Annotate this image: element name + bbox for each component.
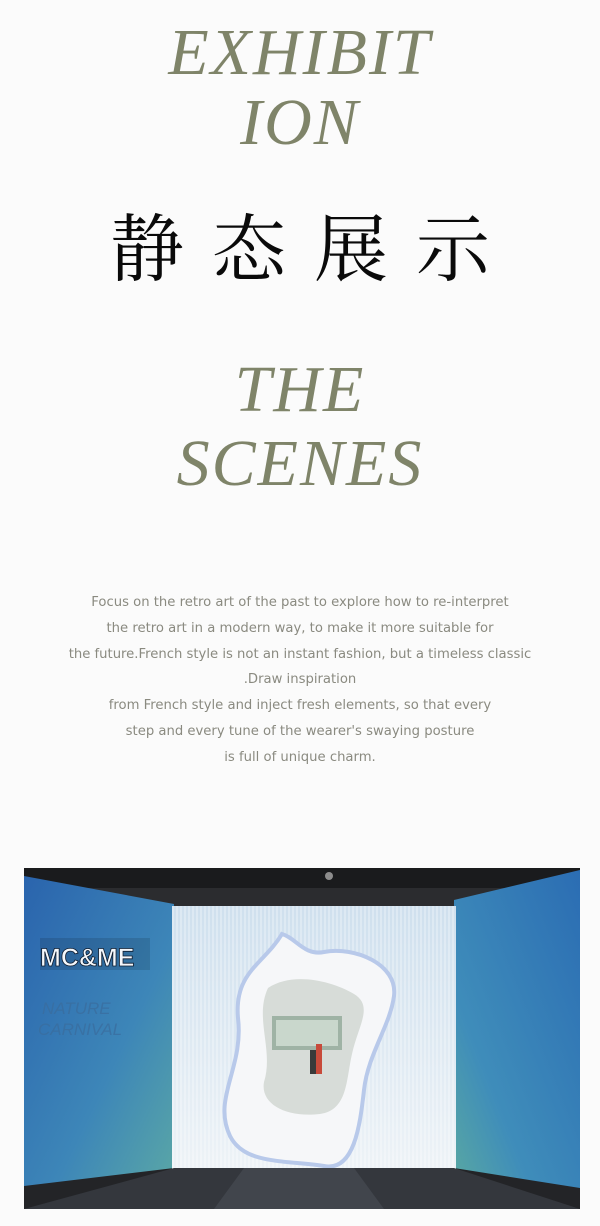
description-paragraph: [40, 590, 560, 771]
description-line: the retro art in a modern way, to make it more suitable for: [106, 620, 494, 636]
description-line: .Draw inspiration: [243, 672, 357, 688]
wall-text-line2: CARNIVAL: [38, 1020, 123, 1039]
exhibition-photo: [24, 868, 580, 1209]
scenes-title-line1: THE: [234, 353, 366, 426]
description-line: Focus on the retro art of the past to explore how to re-interpret: [91, 595, 509, 610]
wall-text-line1: NATURE: [42, 999, 111, 1018]
exhibition-title-line2: ION: [240, 86, 360, 159]
description-line: step and every tune of the wearer's swaying posture: [125, 723, 475, 739]
exhibition-title-line1: EXHIBIT: [168, 16, 432, 89]
scenes-title-line2: SCENES: [176, 427, 424, 500]
description-line: the future.French style is not an instant fashion, but a timeless classic: [68, 646, 532, 662]
chinese-title: 静态展示: [110, 207, 518, 293]
description-line: is full of unique charm.: [224, 749, 376, 765]
description-line: from French style and inject fresh elements, so that every: [108, 698, 492, 714]
brand-sign: MC&ME: [40, 944, 135, 972]
